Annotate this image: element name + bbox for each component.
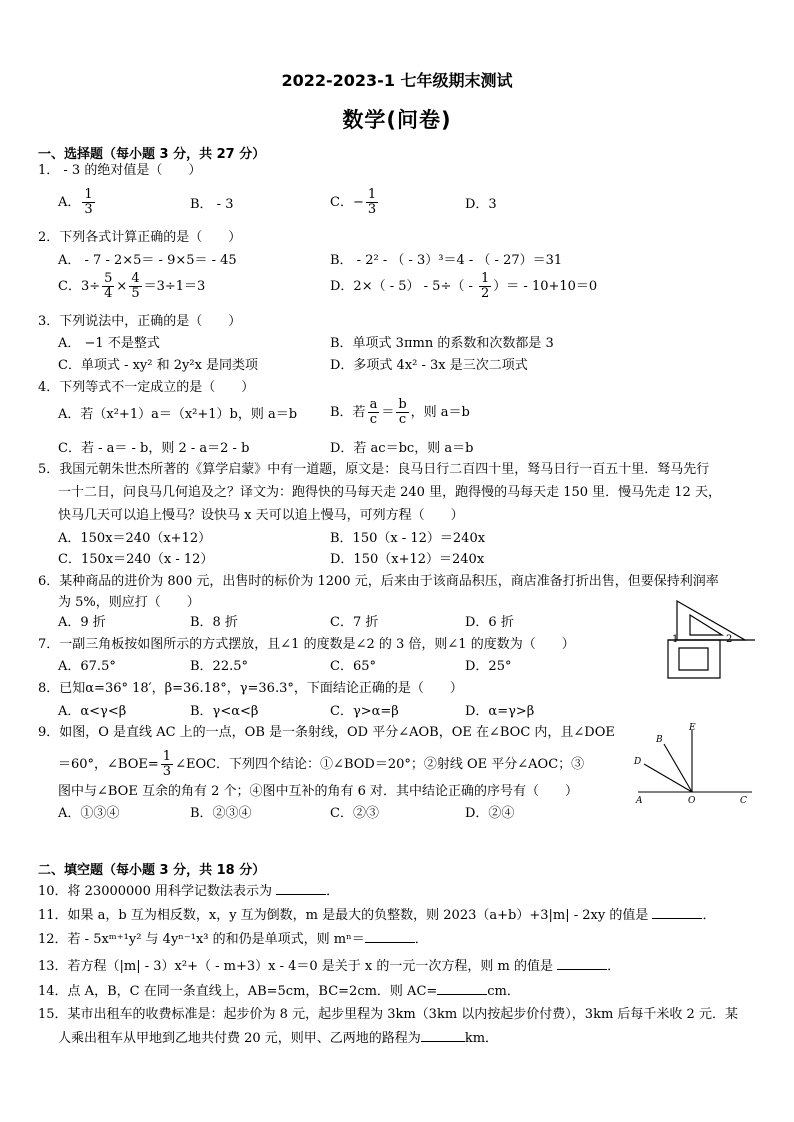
answer-blank[interactable] — [437, 982, 487, 995]
point-b-label: B — [656, 735, 663, 745]
answer-blank[interactable] — [652, 906, 702, 919]
question-8-option-a: A．α<γ<β — [58, 704, 127, 719]
section-heading-fill: 二、填空题（每小题 3 分，共 18 分） — [38, 863, 266, 878]
fraction: $\frac{b}{c}$ — [398, 397, 407, 427]
question-9-option-c: C．②③ — [330, 806, 379, 821]
question-1-option-a: A． $\frac{1}{3}$ — [58, 187, 93, 217]
question-14: 14．点 A，B，C 在同一条直线上，AB=5cm，BC=2cm．则 AC= cm． — [38, 984, 520, 999]
question-5-option-d: D．150（x+12）＝240x — [330, 552, 485, 567]
point-a-label: A — [636, 796, 643, 806]
question-8-option-c: C．γ>α=β — [330, 704, 399, 719]
question-5-line-2: 一十二日，问良马几何追及之？译文为：跑得快的马每天走 240 里，跑得慢的马每天走 150 里．慢马先走 12 天， — [58, 485, 721, 500]
question-13: 13．若方程（|m| - 3）x²+（ - m+3）x - 4＝0 是关于 x 的一元一次方程，则 m 的值是 ． — [38, 959, 621, 974]
question-8-stem: 8．已知α=36° 18′，β=36.18°，γ=36.3°，下面结论正确的是（ ） — [38, 681, 463, 696]
ruler-triangle-lower — [668, 640, 720, 678]
fraction: $\frac{4}{5}$ — [131, 271, 140, 301]
point-d-label: D — [634, 757, 642, 767]
fraction: $\frac{1}{3}$ — [367, 187, 377, 217]
question-15-line-1: 15．某市出租车的收费标准是：起步价为 8 元，起步里程为 3km（3km 以内按起步价付费），3km 后每千米收 2 元．某 — [38, 1007, 738, 1022]
question-9-option-b: B．②③④ — [190, 806, 252, 821]
question-8-option-d: D．α=γ>β — [465, 704, 535, 719]
ruler-triangle-lower-inner — [679, 648, 708, 670]
answer-blank[interactable] — [365, 930, 415, 943]
question-7-option-d: D．25° — [465, 659, 512, 674]
question-4-option-c: C．若 - a＝ - b，则 2 - a＝2 - b — [58, 441, 250, 456]
point-o-label: O — [688, 796, 696, 806]
point-e-label: E — [689, 723, 696, 733]
fraction: $\frac{5}{4}$ — [104, 271, 113, 301]
question-2-option-c: C．3÷ $\frac{5}{4}$ × $\frac{4}{5}$ ＝3÷1＝3 — [58, 271, 206, 301]
question-7-stem: 7．一副三角板按如图所示的方式摆放，且∠1 的度数是∠2 的 3 倍，则∠1 的度数为（ ） — [38, 637, 575, 652]
question-3-option-d: D．多项式 4x² - 3x 是三次二项式 — [330, 358, 528, 373]
angle-1-label: 1 — [672, 634, 679, 645]
question-5-option-a: A．150x＝240（x+12） — [58, 531, 212, 546]
exam-subtitle: 数学(问卷) — [342, 108, 452, 132]
question-1-option-c: C．− $\frac{1}{3}$ — [330, 187, 377, 217]
angle-2-label: 2 — [726, 634, 733, 645]
question-4-option-b: B．若 $\frac{a}{c}$ ＝ $\frac{b}{c}$ ，则 a＝b — [330, 397, 470, 427]
fraction: $\frac{1}{3}$ — [162, 749, 172, 779]
question-10: 10．将 23000000 用科学记数法表示为 ． — [38, 884, 340, 899]
fraction: $\frac{a}{c}$ — [369, 397, 378, 427]
section-heading-choice: 一、选择题（每小题 3 分，共 27 分） — [38, 147, 266, 162]
question-5-option-b: B．150（x - 12）＝240x — [330, 531, 486, 546]
question-1-stem: 1． - 3 的绝对值是（ ） — [38, 163, 202, 178]
question-7-option-c: C．65° — [330, 659, 376, 674]
question-4-option-d: D．若 ac＝bc，则 a＝b — [330, 441, 474, 456]
question-7-option-a: A．67.5° — [58, 659, 116, 674]
question-6-option-c: C．7 折 — [330, 615, 379, 630]
question-5-line-1: 5．我国元朝朱世杰所著的《算学启蒙》中有一道题，原文是：良马日行二百四十里，驽马日行一百五十里．驽马先行 — [38, 462, 710, 477]
ray-ob — [664, 744, 692, 792]
question-1-option-d: D．3 — [465, 197, 497, 212]
angle-rays-figure — [632, 722, 756, 806]
question-6-option-d: D．6 折 — [465, 615, 514, 630]
point-c-label: C — [740, 796, 747, 806]
question-9-option-a: A．①③④ — [58, 806, 120, 821]
ruler-triangle-upper — [677, 601, 745, 640]
question-6-line-1: 6．某种商品的进价为 800 元，出售时的标价为 1200 元，后来由于该商品积压，商店准备打折出售，但要保持利润率 — [38, 574, 719, 589]
question-6-line-2: 为 5%，则应打（ ） — [58, 595, 200, 610]
question-11: 11．如果 a，b 互为相反数，x，y 互为倒数，m 是最大的负整数，则 2023（a+b）+3|m| - 2xy 的值是 ． — [38, 908, 716, 923]
question-2-option-b: B． - 2² - （ - 3）³＝4 - （ - 27）＝31 — [330, 253, 563, 268]
triangle-rulers-figure — [660, 598, 760, 686]
question-2-stem: 2．下列各式计算正确的是（ ） — [38, 230, 242, 245]
question-3-stem: 3．下列说法中，正确的是（ ） — [38, 314, 242, 329]
question-8-option-b: B．γ<α<β — [190, 704, 259, 719]
fraction: $\frac{1}{2}$ — [481, 271, 490, 301]
answer-blank[interactable] — [276, 882, 326, 895]
question-4-option-a: A．若（x²+1）a＝（x²+1）b，则 a＝b — [58, 407, 298, 422]
question-3-option-c: C．单项式 - xy² 和 2y²x 是同类项 — [58, 358, 259, 373]
question-3-option-a: A． −1 不是整式 — [58, 336, 160, 351]
question-2-option-a: A． - 7 - 2×5＝ - 9×5＝ - 45 — [58, 253, 237, 268]
fraction: $\frac{1}{3}$ — [84, 187, 93, 217]
question-9-line-3: 图中与∠BOE 互余的角有 2 个；④图中互补的角有 6 对．其中结论正确的序号有（ ） — [58, 784, 579, 799]
question-5-option-c: C．150x＝240（x - 12） — [58, 552, 214, 567]
question-1-option-b: B． - 3 — [190, 197, 234, 212]
question-12: 12．若 - 5xᵐ⁺¹y² 与 4yⁿ⁻¹x³ 的和仍是单项式，则 mⁿ＝ ． — [38, 932, 428, 947]
question-6-option-a: A．9 折 — [58, 615, 106, 630]
question-9-line-1: 9．如图，O 是直线 AC 上的一点，OB 是一条射线，OD 平分∠AOB，OE 在∠BOC 内，且∠DOE — [38, 725, 615, 740]
ray-od — [644, 764, 692, 792]
question-3-option-b: B．单项式 3πmn 的系数和次数都是 3 — [330, 336, 554, 351]
answer-blank[interactable] — [421, 1029, 465, 1042]
question-4-stem: 4．下列等式不一定成立的是（ ） — [38, 380, 255, 395]
question-9-line-2: ＝60°，∠BOE= $\frac{1}{3}$ ∠EOC．下列四个结论：①∠BOD＝20°；②射线 OE 平分∠AOC；③ — [58, 749, 585, 779]
question-2-option-d: D．2×（ - 5） - 5÷（ - $\frac{1}{2}$ ）＝ - 10+10＝0 — [330, 271, 598, 301]
question-5-line-3: 快马几天可以追上慢马？设快马 x 天可以追上慢马，可列方程（ ） — [58, 508, 464, 523]
question-9-option-d: D．②④ — [465, 806, 515, 821]
question-6-option-b: B．8 折 — [190, 615, 238, 630]
question-7-option-b: B．22.5° — [190, 659, 248, 674]
answer-blank[interactable] — [557, 957, 607, 970]
exam-title: 2022-2023-1 七年级期末测试 — [281, 71, 513, 90]
question-15-line-2: 人乘出租车从甲地到乙地共付费 20 元，则甲、乙两地的路程为 km． — [58, 1031, 499, 1046]
